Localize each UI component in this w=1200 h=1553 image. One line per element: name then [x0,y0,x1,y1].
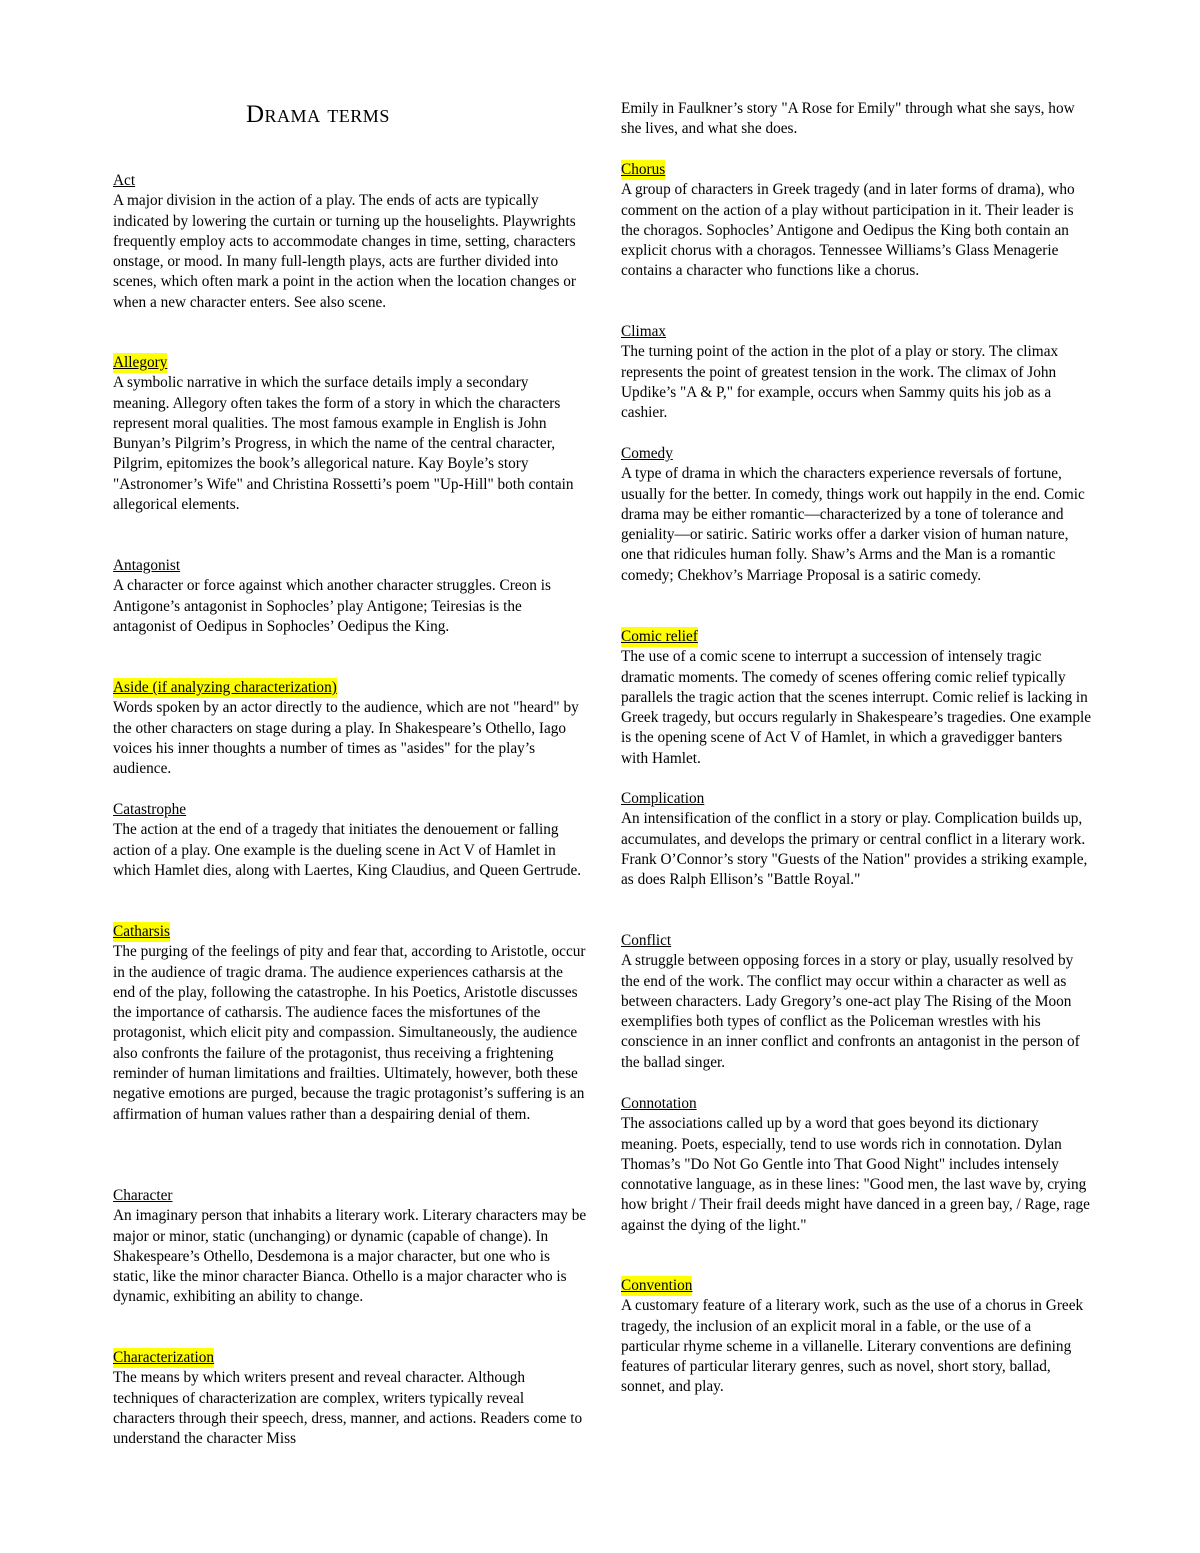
term-definition: The associations called up by a word that goes beyond its dictionary meaning. Poets, especially, tend to use words rich in connotation. Dylan Thomas’s "Do Not Go Gentle into That Good Night" includes intensely connotative language, as in these lines: "Good men, the last wave by, crying how bright / Their frail deeds might have danced in a green bay, / Rage, rage against the dying of the light." [621,1115,1090,1234]
page-title: Drama terms [246,101,390,128]
term-heading: Character [113,1187,173,1204]
term-entry-chorus [621,160,1093,282]
term-definition: Words spoken by an actor directly to the audience, which are not "heard" by the other characters on stage during a play. In Shakespeare’s Othello, Iago voices his inner thoughts a number of times as "asides" for the play’s audience. [113,699,579,778]
term-heading: Connotation [621,1095,697,1112]
term-entry-characterization [113,1348,588,1449]
term-definition: An imaginary person that inhabits a literary work. Literary characters may be major or minor, static (unchanging) or dynamic (capable of change). In Shakespeare’s Othello, Desdemona is a major character, but one who is static, like the minor character Bianca. Othello is a major character who is dynamic, exhibiting an ability to change. [113,1207,587,1306]
term-definition: The action at the end of a tragedy that initiates the denouement or falling action of a play. One example is the dueling scene in Act V of Hamlet in which Hamlet dies, along with Laertes, King Claudius, and Queen Gertrude. [113,821,582,879]
continued-text [621,99,1093,140]
term-heading: Antagonist [113,557,181,574]
term-heading: Aside (if analyzing characterization) [113,678,337,698]
term-definition: The means by which writers present and reveal character. Although techniques of characterization are complex, writers typically reveal characters through their speech, dress, manner, and actions. Readers come to understand the character Miss [113,1369,583,1448]
term-definition: A major division in the action of a play. The ends of acts are typically indicated by lowering the curtain or turning up the houselights. Playwrights frequently employ acts to accommodate changes in time, setting, characters onstage, or mood. In many full-length plays, acts are further divided into scenes, which often mark a point in the action when the location changes or when a new character enters. See also scene. [113,192,577,311]
term-entry-comic-relief [621,627,1093,769]
term-definition-continued: Emily in Faulkner’s story "A Rose for Emily" through what she says, how she lives, and what she does. [621,100,1075,138]
term-entry-antagonist [113,556,588,637]
term-entry-allegory [113,353,588,515]
term-heading: Climax [621,323,667,340]
term-heading: Comic relief [621,627,698,647]
term-entry-aside [113,678,588,779]
term-heading: Act [113,172,136,189]
term-definition: A type of drama in which the characters experience reversals of fortune, usually for the better. In comedy, things work out happily in the end. Comic drama may be either romantic—characterized by a tone of tolerance and geniality—or satiric. Satiric works offer a darker vision of human nature, one that ridicules human folly. Shaw’s Arms and the Man is a romantic comedy; Chekhov’s Marriage Proposal is a satiric comedy. [621,465,1085,584]
term-entry-complication [621,789,1093,890]
term-entry-act [113,171,588,313]
term-entry-character [113,1186,588,1308]
term-definition: A group of characters in Greek tragedy (and in later forms of drama), who comment on the action of a play without participation in it. Their leader is the choragos. Sophocles’ Antigone and Oedipus the King both contain an explicit chorus with a choragos. Tennessee Williams’s Glass Menagerie contains a character who functions like a chorus. [621,181,1075,280]
term-definition: The turning point of the action in the plot of a play or story. The climax represents the point of greatest tension in the work. The climax of John Updike’s "A & P," for example, occurs when Sammy quits his job as a cashier. [621,343,1059,422]
term-definition: An intensification of the conflict in a story or play. Complication builds up, accumulates, and develops the primary or central conflict in a literary work. Frank O’Connor’s story "Guests of the Nation" provides a striking example, as does Ralph Ellison’s "Battle Royal." [621,810,1088,889]
term-entry-catastrophe [113,800,588,881]
term-heading: Complication [621,790,705,807]
term-heading: Comedy [621,445,673,462]
term-definition: The use of a comic scene to interrupt a succession of intensely tragic dramatic moments. The comedy of scenes offering comic relief typically parallels the tragic action that the scenes interrupt. Comic relief is lacking in Greek tragedy, but occurs regularly in Shakespeare’s tragedies. One example is the opening scene of Act V of Hamlet, in which a gravedigger banters with Hamlet. [621,648,1092,767]
term-entry-connotation [621,1094,1093,1236]
term-entry-convention [621,1276,1093,1398]
term-heading: Chorus [621,160,665,180]
term-definition: A struggle between opposing forces in a story or play, usually resolved by the end of the work. The conflict may occur within a character as well as between characters. Lady Gregory’s one-act play The Rising of the Moon exemplifies both types of conflict as the Policeman wrestles with his conscience in an inner conflict and confronts an antagonist in the person of the ballad singer. [621,952,1080,1071]
term-heading: Catastrophe [113,801,187,818]
term-entry-conflict [621,931,1093,1073]
term-heading: Catharsis [113,922,170,942]
term-entry-comedy [621,444,1093,586]
term-entry-climax [621,322,1093,423]
term-definition: A customary feature of a literary work, such as the use of a chorus in Greek tragedy, the inclusion of an explicit moral in a fable, or the use of a particular rhyme scheme in a villanelle. Literary conventions are defining features of particular literary genres, such as novel, short story, ballad, sonnet, and play. [621,1297,1084,1396]
term-definition: A character or force against which another character struggles. Creon is Antigone’s antagonist in Sophocles’ play Antigone; Teiresias is the antagonist of Oedipus in Sophocles’ Oedipus the King. [113,577,551,635]
term-heading: Conflict [621,932,672,949]
term-heading: Convention [621,1276,692,1296]
term-definition: The purging of the feelings of pity and fear that, according to Aristotle, occur in the audience of tragic drama. The audience experiences catharsis at the end of the play, following the catastrophe. In his Poetics, Aristotle discusses the importance of catharsis. The audience faces the misfortunes of the protagonist, which elicit pity and compassion. Simultaneously, the audience also confronts the failure of the protagonist, thus receiving a frightening reminder of human limitations and frailties. Ultimately, however, both these negative emotions are purged, because the tragic protagonist’s suffering is an affirmation of human values rather than a despairing denial of them. [113,943,586,1123]
term-heading: Characterization [113,1348,214,1368]
term-heading: Allegory [113,353,167,373]
term-definition: A symbolic narrative in which the surface details imply a secondary meaning. Allegory often takes the form of a story in which the characters represent moral qualities. The most famous example in English is John Bunyan’s Pilgrim’s Progress, in which the name of the central character, Pilgrim, epitomizes the book’s allegorical nature. Kay Boyle’s story "Astronomer’s Wife" and Christina Rossetti’s poem "Up-Hill" both contain allegorical elements. [113,374,574,514]
term-entry-catharsis [113,922,588,1125]
